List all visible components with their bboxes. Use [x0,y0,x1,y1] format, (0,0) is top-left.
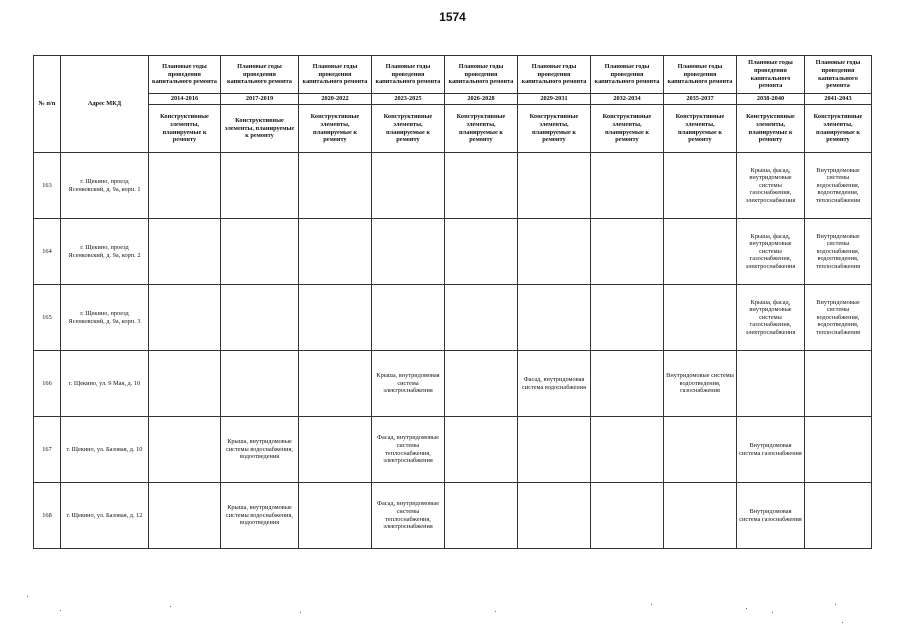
table-row [34,285,872,351]
repair-work-cell: Внутридомовые системы водоснабжения, водоотведения, теплоснабжения [805,153,872,219]
repair-work-cell [805,417,872,483]
address-cell: г. Щекино, ул. 9 Мая, д. 10 [61,351,149,417]
column-header-period-heading: Плановые годы проведения капитального ремонта [591,56,664,94]
table-row [34,219,872,285]
header-row-elements [34,105,872,153]
repair-work-cell [445,219,518,285]
column-header-elements: Конструктивные элементы, планируемые к ремонту [299,105,372,153]
repair-work-cell [299,417,372,483]
column-header-elements: Конструктивные элементы, планируемые к ремонту [518,105,591,153]
scan-speck [60,610,61,611]
column-header-period-heading: Плановые годы проведения капитального ремонта [518,56,591,94]
repair-work-cell: Крыша, внутридомовая система электроснабжения [372,351,445,417]
repair-work-cell [149,153,221,219]
column-header-period-2032-2034: 2032-2034 [591,94,664,105]
column-header-period-2014-2016: 2014-2016 [149,94,221,105]
column-header-elements: Конструктивные элементы, планируемые к ремонту [737,105,805,153]
table-row [34,351,872,417]
repair-work-cell [591,351,664,417]
page-number: 1574 [439,10,466,24]
table-row [34,153,872,219]
scan-speck [835,604,836,605]
column-header-elements: Конструктивные элементы, планируемые к ремонту [591,105,664,153]
repair-work-cell [737,351,805,417]
repair-work-cell [221,351,299,417]
repair-work-cell [664,285,737,351]
column-header-period-heading: Плановые годы проведения капитального ремонта [737,56,805,94]
repair-work-cell [299,153,372,219]
header-row-heading [34,56,872,94]
scan-speck [300,612,301,613]
repair-work-cell [445,351,518,417]
repair-work-cell [221,285,299,351]
repair-work-cell [591,417,664,483]
repair-work-cell [445,153,518,219]
repair-work-cell [518,153,591,219]
column-header-period-heading: Плановые годы проведения капитального ремонта [372,56,445,94]
column-header-period-2023-2025: 2023-2025 [372,94,445,105]
column-header-elements: Конструктивные элементы, планируемые к ремонту [664,105,737,153]
repair-work-cell: Внутридомовая система газоснабжения [737,417,805,483]
repair-work-cell [664,417,737,483]
column-header-elements: Конструктивные элементы, планируемые к ремонту [805,105,872,153]
repair-work-cell [518,483,591,549]
scan-speck [772,612,773,613]
column-header-period-heading: Плановые годы проведения капитального ремонта [445,56,518,94]
repair-work-cell [518,219,591,285]
repair-work-cell: Фасад, внутридомовая система водоснабжения [518,351,591,417]
column-header-period-2041-2043: 2041-2043 [805,94,872,105]
repair-work-cell [664,219,737,285]
scan-speck [842,622,843,623]
repair-work-cell [445,417,518,483]
column-header-period-heading: Плановые годы проведения капитального ремонта [221,56,299,94]
repair-work-cell [221,153,299,219]
column-header-period-2035-2037: 2035-2037 [664,94,737,105]
scan-speck [27,596,28,597]
capital-repair-table [33,55,872,549]
column-header-row-no: № п/п [34,56,61,153]
table-row [34,417,872,483]
repair-work-cell [664,483,737,549]
repair-work-cell: Внутридомовая система газоснабжения [737,483,805,549]
repair-work-cell [518,285,591,351]
repair-work-cell [445,483,518,549]
row-number-cell: 166 [34,351,61,417]
address-cell: г. Щекино, ул. Базовая, д. 10 [61,417,149,483]
repair-work-cell [149,219,221,285]
repair-work-cell [372,285,445,351]
repair-work-cell [372,153,445,219]
row-number-cell: 163 [34,153,61,219]
repair-work-cell [221,219,299,285]
column-header-period-2026-2028: 2026-2028 [445,94,518,105]
repair-work-cell [664,153,737,219]
row-number-cell: 168 [34,483,61,549]
repair-work-cell [149,483,221,549]
address-cell: г. Щекино, ул. Базовая, д. 12 [61,483,149,549]
address-cell: г. Щекино, проезд Ясенковский, д. 9а, корп. 2 [61,219,149,285]
table-row [34,483,872,549]
column-header-elements: Конструктивные элементы, планируемые к ремонту [221,105,299,153]
repair-work-cell: Крыша, фасад, внутридомовые системы газоснабжения, электроснабжения [737,285,805,351]
repair-work-cell: Внутридомовые системы водоснабжения, водоотведения, теплоснабжения [805,219,872,285]
address-cell: г. Щекино, проезд Ясенковский, д. 9а, корп. 1 [61,153,149,219]
repair-work-cell [149,285,221,351]
column-header-period-2029-2031: 2029-2031 [518,94,591,105]
column-header-elements: Конструктивные элементы, планируемые к ремонту [445,105,518,153]
repair-work-cell [299,219,372,285]
repair-work-cell [805,483,872,549]
repair-work-cell: Фасад, внутридомовые системы теплоснабжения, электроснабжения [372,417,445,483]
repair-work-cell: Крыша, внутридомовые системы водоснабжения, водоотведения [221,417,299,483]
row-number-cell: 165 [34,285,61,351]
scan-speck [495,611,496,612]
row-number-cell: 164 [34,219,61,285]
repair-work-cell [591,285,664,351]
address-cell: г. Щекино, проезд Ясенковский, д. 9а, корп. 3 [61,285,149,351]
column-header-elements: Конструктивные элементы, планируемые к ремонту [372,105,445,153]
repair-work-cell: Крыша, фасад, внутридомовые системы газоснабжения, электроснабжения [737,153,805,219]
repair-work-cell [372,219,445,285]
scan-speck [746,608,747,609]
column-header-period-2017-2019: 2017-2019 [221,94,299,105]
scan-speck [170,606,171,607]
column-header-elements: Конструктивные элементы, планируемые к ремонту [149,105,221,153]
repair-work-cell [149,417,221,483]
row-number-cell: 167 [34,417,61,483]
repair-work-cell [299,285,372,351]
repair-work-cell: Внутридомовые системы водоснабжения, водоотведения, теплоснабжения [805,285,872,351]
column-header-period-2020-2022: 2020-2022 [299,94,372,105]
column-header-period-heading: Плановые годы проведения капитального ремонта [149,56,221,94]
repair-work-cell [299,483,372,549]
scan-speck [651,604,652,605]
header-row-periods [34,94,872,105]
repair-work-cell [591,219,664,285]
repair-work-cell [591,153,664,219]
repair-work-cell [805,351,872,417]
column-header-period-heading: Плановые годы проведения капитального ремонта [805,56,872,94]
repair-work-cell: Внутридомовые системы водоотведения, газоснабжения [664,351,737,417]
repair-work-cell [149,351,221,417]
repair-work-cell [591,483,664,549]
column-header-address: Адрес МКД [61,56,149,153]
repair-work-cell: Фасад, внутридомовые системы теплоснабжения, электроснабжения [372,483,445,549]
column-header-period-2038-2040: 2038-2040 [737,94,805,105]
column-header-period-heading: Плановые годы проведения капитального ремонта [664,56,737,94]
repair-work-cell [445,285,518,351]
repair-work-cell: Крыша, фасад, внутридомовые системы газоснабжения, электроснабжения [737,219,805,285]
repair-work-cell: Крыша, внутридомовые системы водоснабжения, водоотведения [221,483,299,549]
repair-work-cell [518,417,591,483]
column-header-period-heading: Плановые годы проведения капитального ремонта [299,56,372,94]
repair-work-cell [299,351,372,417]
